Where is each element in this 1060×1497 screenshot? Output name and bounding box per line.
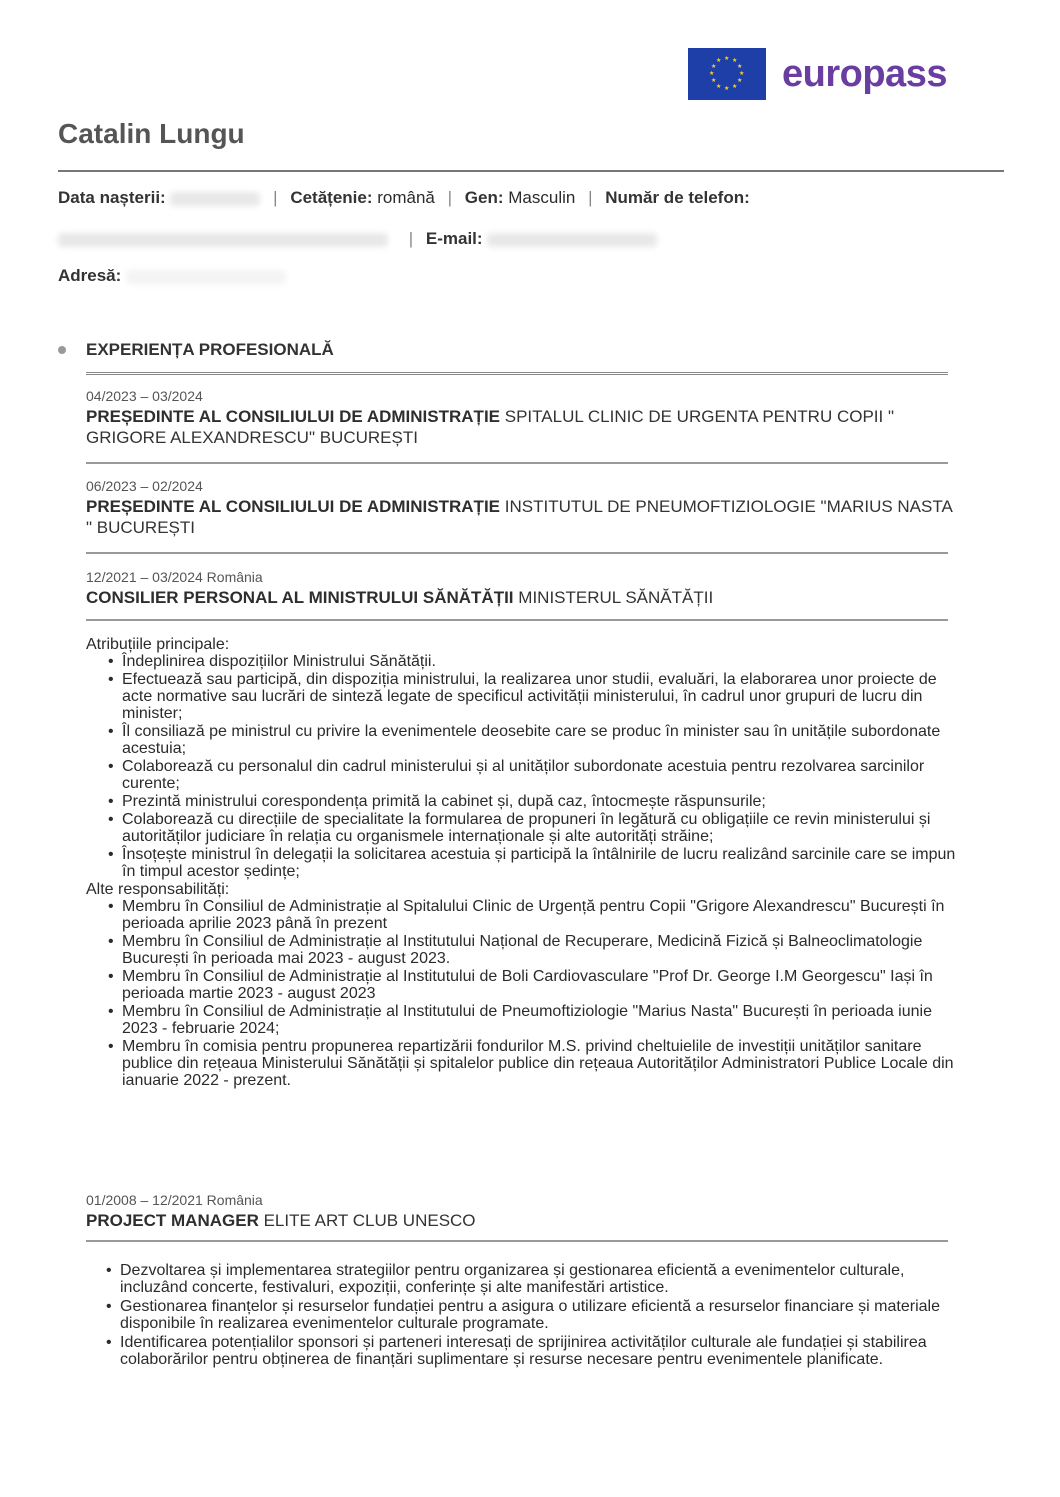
redacted-phone [58,233,388,247]
entry-organization: SPITALUL CLINIC DE URGENTA PENTRU COPII " GRIGORE ALEXANDRESCU" BUCUREȘTI [86,407,894,447]
main-duties-list [86,653,956,880]
list-item: • Dezvoltarea și implementarea strategiilor pentru organizarea și gestionarea eficientă a evenimentelor culturale, incluzând concerte, festivaluri, expoziții, conferințe și alte manifestări artistice. [100,1262,950,1296]
entry-date: 12/2021 – 03/2024 [86,569,203,585]
entry-role: PREȘEDINTE AL CONSILIULUI DE ADMINISTRAȚIE [86,407,501,426]
section-title: EXPERIENȚA PROFESIONALĂ [86,340,334,359]
other-duties-label: Alte responsabilități: [86,881,230,898]
eu-flag-icon: ★ ★ ★ ★ ★ ★ ★ ★ ★ ★ ★ ★ [688,48,766,100]
entry-divider [86,552,948,554]
europass-logo [688,48,947,100]
experience-section-header [58,340,334,360]
experience-entry [86,388,956,448]
other-duties-list [86,898,956,1089]
list-item: • Membru în comisia pentru propunerea repartizării fondurilor M.S. privind cheltuielile de investiții unităților sanitare publice din rețeaua Ministerului Sănătății și spitalelor publice din rețeaua Autorităților Administratori Publice Locale din ianuarie 2022 - prezent. [86,1038,956,1089]
personal-info-row-2: | E-mail: [58,229,657,249]
entry-divider [86,619,948,621]
redacted-birth-date [170,192,260,206]
entry-place: România [206,569,263,585]
main-duties-label: Atribuțiile principale: [86,636,230,653]
entry-title [86,406,956,448]
list-item: • Gestionarea finanțelor și resurselor fundației pentru a asigura o utilizare eficientă a resurselor financiare și materiale disponibile în realizarea evenimentelor culturale programate. [100,1298,950,1332]
project-duties-list [100,1262,950,1368]
list-item: • Prezintă ministrului corespondența primită la cabinet și, după caz, întocmește răspunsurile; [86,793,956,810]
entry-description [86,636,956,1090]
entry-place: România [206,1192,263,1208]
list-item: • Îl consiliază pe ministrul cu privire la evenimentele deosebite care se produc în minister sau în unitățile subordonate acestuia; [86,723,956,757]
gender-label: Gen: [464,188,504,207]
email-label: E-mail: [425,229,483,248]
entry-role: PROJECT MANAGER [86,1211,259,1230]
divider [58,170,1004,172]
personal-info-row-3 [58,266,286,286]
gender-value: Masculin [508,188,576,207]
entry-title [86,587,956,608]
experience-entry [86,1192,956,1231]
list-item: • Identificarea potențialilor sponsori și parteneri interesați de sprijinirea activităților culturale ale fundației și stabilirea colaborărilor pentru obținerea de finanțări suplimentare și resurse necesare pentru evenimentele planificate. [100,1334,950,1368]
entry-organization: MINISTERUL SĂNĂTĂȚII [518,588,714,607]
list-item: • Colaborează cu direcțiile de specialitate la formularea de propuneri în legătură cu obligațiile ce revin ministerului și autorităților judiciare în relația cu organismele internaționale și alte autorități străine; [86,811,956,845]
citizenship-label: Cetățenie: [290,188,373,207]
phone-label: Număr de telefon: [605,188,750,207]
section-bullet-icon [58,346,66,354]
entry-role: CONSILIER PERSONAL AL MINISTRULUI SĂNĂTĂȚII [86,588,514,607]
list-item: • Membru în Consiliul de Administrație al Institutului Național de Recuperare, Medicină Fizică și Balneoclimatologie București în perioada mai 2023 - august 2023. [86,933,956,967]
experience-entry [86,478,956,538]
list-item: • Membru în Consiliul de Administrație al Institutului de Pneumoftiziologie "Marius Nasta" București în perioada iunie 2023 - februarie 2024; [86,1003,956,1037]
entry-date-line [86,1192,956,1208]
europass-wordmark: europass [782,52,947,95]
list-item: • Colaborează cu personalul din cadrul ministerului și al unităților subordonate acestuia pentru rezolvarea sarcinilor curente; [86,758,956,792]
project-manager-duties [100,1262,950,1370]
list-item: • Însoțește ministrul în delegații la solicitarea acestuia și participă la întâlnirile de lucru realizând sarcinile care se impun în timpul acestor ședințe; [86,846,956,880]
entry-title [86,1210,956,1231]
entry-date: 01/2008 – 12/2021 [86,1192,203,1208]
entry-title [86,496,956,538]
address-label: Adresă: [58,266,122,285]
entry-date: 04/2023 – 03/2024 [86,388,203,404]
entry-organization: ELITE ART CLUB UNESCO [263,1211,476,1230]
person-name: Catalin Lungu [58,118,245,149]
birth-label: Data nașterii: [58,188,166,207]
section-divider [86,372,948,375]
redacted-address [126,270,286,284]
entry-divider [86,462,948,464]
list-item: • Îndeplinirea dispozițiilor Ministrului Sănătății. [86,653,956,670]
entry-divider [86,1240,948,1242]
list-item: • Efectuează sau participă, din dispoziția ministrului, la realizarea unor studii, evaluări, la elaborarea unor proiecte de acte normative sau lucrări de sinteză legate de specificul activității ministerului, în cadrul unor grupuri de lucru din minister; [86,671,956,722]
entry-organization: INSTITUTUL DE PNEUMOFTIZIOLOGIE "MARIUS NASTA " BUCUREȘTI [86,497,952,537]
list-item: • Membru în Consiliul de Administrație al Institutului de Boli Cardiovasculare "Prof Dr. George I.M Georgescu" Iași în perioada martie 2023 - august 2023 [86,968,956,1002]
entry-date-line [86,569,956,585]
entry-date: 06/2023 – 02/2024 [86,478,203,494]
redacted-email [487,233,657,247]
citizenship-value: română [377,188,435,207]
entry-role: PREȘEDINTE AL CONSILIULUI DE ADMINISTRAȚIE [86,497,501,516]
experience-entry [86,569,956,608]
personal-info-row-1: Data nașterii: | Cetățenie: română | Gen: Masculin | Număr de telefon: [58,188,750,207]
list-item: • Membru în Consiliul de Administrație al Spitalului Clinic de Urgență pentru Copii "Grigore Alexandrescu" București în perioada aprilie 2023 până în prezent [86,898,956,932]
